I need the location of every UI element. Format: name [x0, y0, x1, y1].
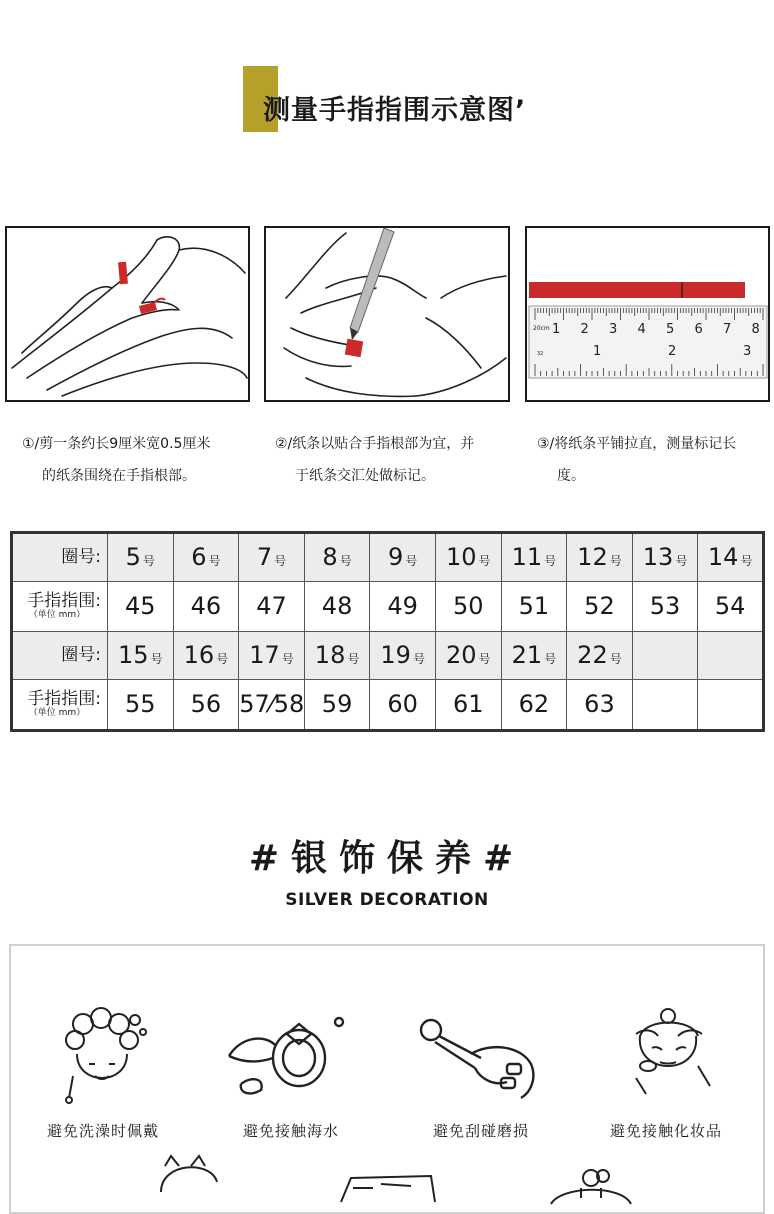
ruler-number: 3	[609, 322, 618, 337]
size-cell-empty	[698, 631, 764, 679]
care-panel	[9, 944, 765, 1214]
size-cell: 21 号	[501, 631, 567, 679]
circ-cell: 49	[370, 581, 436, 631]
circ-cell: 55	[108, 679, 174, 730]
size-cell: 10 号	[435, 533, 501, 582]
hand-strip-icon	[7, 228, 248, 400]
size-cell: 5 号	[108, 533, 174, 582]
ruler-number: 4	[637, 322, 646, 337]
ruler-number: 1	[593, 344, 602, 359]
size-cell: 17 号	[239, 631, 305, 679]
size-cell-empty	[632, 631, 698, 679]
shower-girl-icon	[43, 1006, 163, 1106]
step-1-caption: ①/剪一条约长9厘米宽0.5厘米 的纸条围绕在手指根部。	[22, 436, 211, 484]
circ-cell: 62	[501, 679, 567, 730]
size-cell: 20 号	[435, 631, 501, 679]
size-cell: 19 号	[370, 631, 436, 679]
step-1-illustration	[5, 226, 250, 402]
size-cell: 12 号	[567, 533, 633, 582]
ruler-number: 8	[751, 322, 760, 337]
jewelry-icon	[531, 1164, 651, 1214]
cosmetics-girl-icon	[606, 1006, 726, 1106]
circ-cell: 61	[435, 679, 501, 730]
step-2-illustration	[264, 226, 510, 402]
circ-cell: 57⁄58	[239, 679, 305, 730]
circ-label: 手指指围: （单位 mm）	[12, 679, 108, 730]
size-cell: 9 号	[370, 533, 436, 582]
circ-cell: 63	[567, 679, 633, 730]
circ-cell: 54	[698, 581, 764, 631]
ruler-number: 7	[723, 322, 732, 337]
circ-cell: 47	[239, 581, 305, 631]
size-label: 圈号:	[12, 533, 108, 582]
circ-cell-empty	[698, 679, 764, 730]
wrench-hand-icon	[411, 1006, 551, 1106]
circ-row-1	[12, 581, 764, 631]
svg-text:32: 32	[537, 351, 544, 357]
circ-cell: 52	[567, 581, 633, 631]
size-cell: 15 号	[108, 631, 174, 679]
circ-cell: 53	[632, 581, 698, 631]
circ-cell: 45	[108, 581, 174, 631]
circ-cell: 56	[173, 679, 239, 730]
size-row-2	[12, 631, 764, 679]
ruler-icon	[527, 228, 768, 400]
circ-label: 手指指围: （单位 mm）	[12, 581, 108, 631]
size-label: 圈号:	[12, 631, 108, 679]
ruler-number: 1	[552, 322, 561, 337]
hand-pen-icon	[266, 228, 508, 400]
ruler-number: 2	[580, 322, 589, 337]
ruler-number: 5	[666, 322, 675, 337]
size-row-1	[12, 533, 764, 582]
care-item-partial	[151, 1152, 231, 1212]
circ-row-2	[12, 679, 764, 730]
ruler-number: 6	[694, 322, 703, 337]
circ-cell: 51	[501, 581, 567, 631]
step-3-caption: ③/将纸条平铺拉直，测量标记长 度。	[537, 436, 737, 484]
size-cell: 7 号	[239, 533, 305, 582]
ruler-number: 2	[668, 344, 677, 359]
ring-size-table	[10, 531, 765, 732]
step-3-illustration	[525, 226, 770, 402]
box-icon	[331, 1172, 441, 1212]
care-item-partial	[531, 1164, 651, 1214]
care-item: 避免接触海水	[201, 1006, 381, 1141]
circ-cell-empty	[632, 679, 698, 730]
size-cell: 18 号	[304, 631, 370, 679]
size-cell: 14 号	[698, 533, 764, 582]
care-title: #银饰保养#	[248, 838, 526, 879]
size-cell: 8 号	[304, 533, 370, 582]
size-cell: 22 号	[567, 631, 633, 679]
circ-cell: 60	[370, 679, 436, 730]
circ-cell: 59	[304, 679, 370, 730]
care-item-partial	[331, 1172, 441, 1212]
size-cell: 11 号	[501, 533, 567, 582]
size-cell: 13 号	[632, 533, 698, 582]
care-item: 避免刮碰磨损	[391, 1006, 571, 1141]
circ-cell: 48	[304, 581, 370, 631]
svg-text:20cm: 20cm	[533, 325, 550, 332]
care-subtitle: SILVER DECORATION	[285, 890, 489, 910]
size-cell: 16 号	[173, 631, 239, 679]
care-item: 避免接触化妆品	[576, 1006, 756, 1141]
paper-strip	[529, 282, 745, 298]
care-item: 避免洗澡时佩戴	[13, 1006, 193, 1141]
size-cell: 6 号	[173, 533, 239, 582]
girl-head-icon	[151, 1152, 231, 1212]
circ-cell: 50	[435, 581, 501, 631]
ruler-number: 3	[743, 344, 752, 359]
step-2-caption: ②/纸条以贴合手指根部为宜，并 于纸条交汇处做标记。	[275, 436, 475, 484]
circ-cell: 46	[173, 581, 239, 631]
page-title: 测量手指指围示意图’	[263, 95, 527, 126]
ring-water-icon	[221, 1006, 361, 1106]
